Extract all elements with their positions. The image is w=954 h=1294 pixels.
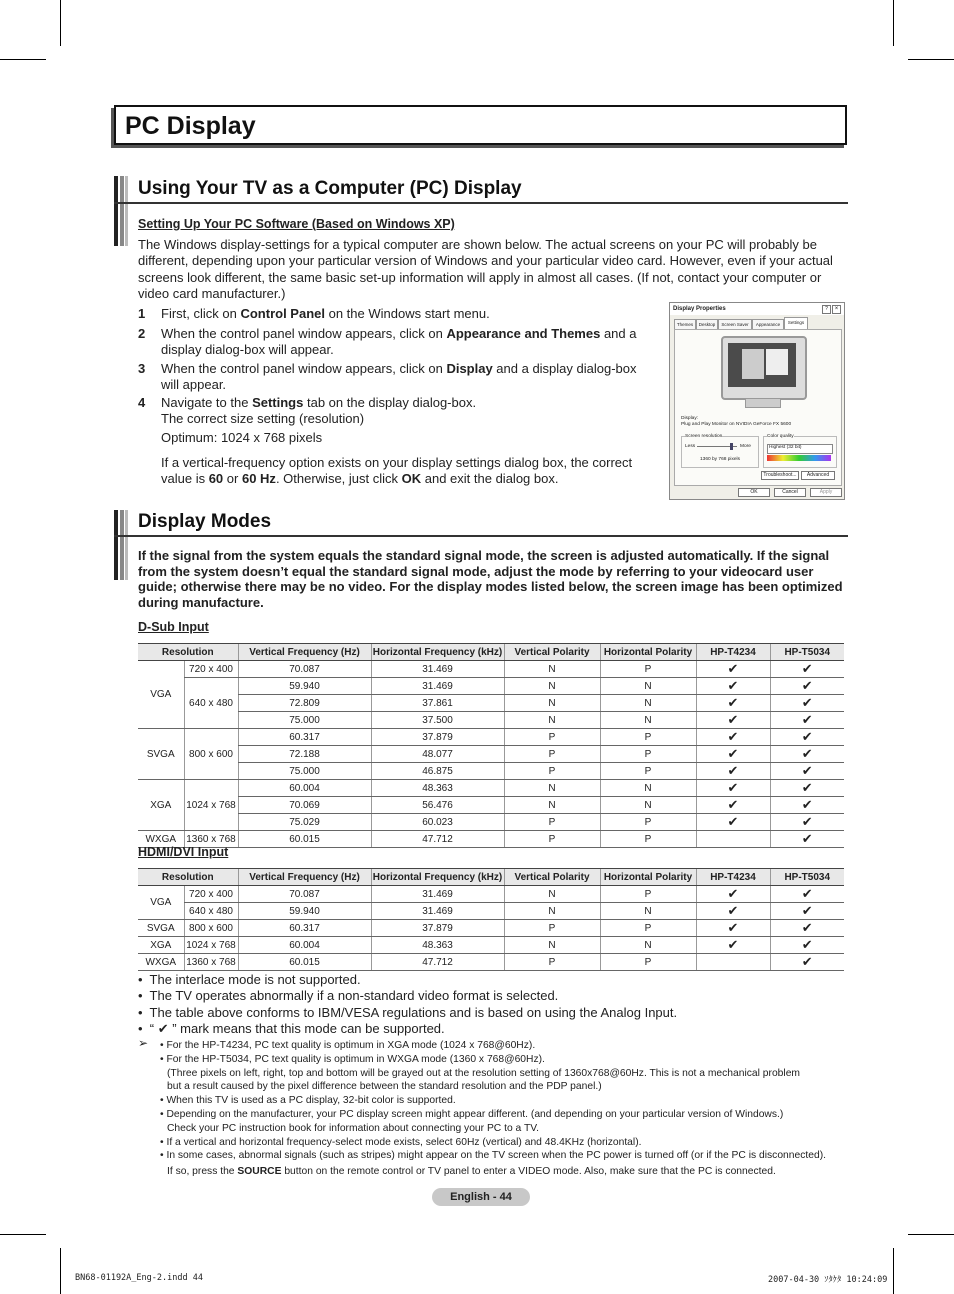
table-row [138, 954, 844, 971]
col-hp-t5034: HP-T5034 [770, 869, 844, 886]
col-vertical-polarity: Vertical Polarity [504, 644, 600, 661]
step-number: 1 [138, 306, 146, 321]
section-bar [114, 176, 128, 246]
hp-t4234-support-cell [696, 763, 770, 780]
page-title: PC Display [125, 112, 256, 140]
vertical-polarity-cell: P [504, 729, 600, 746]
vertical-frequency-cell: 70.069 [238, 797, 371, 814]
step-number: 3 [138, 361, 146, 376]
col-resolution: Resolution [138, 644, 238, 661]
more-label: More [740, 444, 751, 449]
hp-t4234-support-cell [696, 903, 770, 920]
crop-mark [908, 59, 954, 60]
vertical-frequency-cell: 60.015 [238, 954, 371, 971]
horizontal-polarity-cell: P [600, 954, 696, 971]
col-horizontal-polarity: Horizontal Polarity [600, 644, 696, 661]
close-icon: × [832, 305, 841, 314]
note-line: (Three pixels on left, right, top and bottom will be grayed out at the resolution setting of 1360x768@60Hz. This is not a mechanical problem [167, 1067, 801, 1079]
table-row [138, 661, 844, 678]
monitor-icon [721, 336, 807, 400]
color-group [763, 436, 837, 468]
tab-appearance: Appearance [752, 319, 784, 330]
horizontal-polarity-cell: N [600, 712, 696, 729]
horizontal-frequency-cell: 48.077 [371, 746, 504, 763]
step-4: Navigate to the Settings tab on the display dialog-box. The correct size setting (resolution) [161, 395, 477, 427]
checkmark-icon: ✔ [727, 903, 739, 918]
mode-name-cell: VGA [138, 886, 184, 920]
table-header-row [138, 869, 844, 886]
checkmark-icon: ✔ [801, 678, 813, 693]
hp-t4234-support-cell [696, 937, 770, 954]
page-title-box [114, 105, 847, 145]
hp-t4234-support-cell [696, 954, 770, 971]
vertical-frequency-cell: 72.809 [238, 695, 371, 712]
note-line: Check your PC instruction book for information about connecting your PC to a TV. [167, 1122, 540, 1134]
table-row [138, 746, 844, 763]
hdmi-input-label: HDMI/DVI Input [138, 845, 229, 859]
crop-mark [60, 1248, 61, 1294]
checkmark-icon: ✔ [801, 661, 813, 676]
horizontal-polarity-cell: P [600, 814, 696, 831]
checkmark-icon: ✔ [727, 712, 739, 727]
vertical-polarity-cell: P [504, 954, 600, 971]
hp-t5034-support-cell [770, 729, 844, 746]
hp-t5034-support-cell [770, 954, 844, 971]
tab-settings: Settings [784, 317, 808, 330]
horizontal-frequency-cell: 31.469 [371, 886, 504, 903]
checkmark-icon: ✔ [727, 763, 739, 778]
horizontal-polarity-cell: N [600, 678, 696, 695]
checkmark-icon: ✔ [801, 920, 813, 935]
hp-t5034-support-cell [770, 814, 844, 831]
col-hp-t4234: HP-T4234 [696, 644, 770, 661]
resolution-label: Screen resolution [685, 434, 723, 439]
optimum-resolution: Optimum: 1024 x 768 pixels [161, 430, 323, 445]
table-row [138, 814, 844, 831]
col-hp-t4234: HP-T4234 [696, 869, 770, 886]
display-properties-dialog [669, 302, 845, 500]
crop-mark [908, 1234, 954, 1235]
hp-t5034-support-cell [770, 678, 844, 695]
horizontal-polarity-cell: N [600, 937, 696, 954]
bullet-item: • The interlace mode is not supported. [138, 972, 361, 987]
hp-t5034-support-cell [770, 886, 844, 903]
hp-t5034-support-cell [770, 920, 844, 937]
vertical-polarity-cell: N [504, 886, 600, 903]
note-line: • In some cases, abnormal signals (such as stripes) might appear on the TV screen when the PC power is turned off (or if the PC is disconnected). [160, 1150, 826, 1162]
table-row [138, 797, 844, 814]
vertical-frequency-cell: 60.317 [238, 729, 371, 746]
hp-t5034-support-cell [770, 797, 844, 814]
horizontal-frequency-cell: 48.363 [371, 780, 504, 797]
vertical-polarity-cell: P [504, 746, 600, 763]
vertical-polarity-cell: N [504, 678, 600, 695]
vertical-polarity-cell: P [504, 814, 600, 831]
table-row [138, 903, 844, 920]
note-line: • For the HP-T5034, PC text quality is optimum in WXGA mode (1360 x 768@60Hz). [160, 1053, 545, 1065]
checkmark-icon: ✔ [801, 695, 813, 710]
table-row [138, 678, 844, 695]
horizontal-frequency-cell: 47.712 [371, 954, 504, 971]
bullet-item: • The table above conforms to IBM/VESA regulations and is based on using the Analog Input. [138, 1004, 678, 1020]
resolution-cell: 720 x 400 [184, 886, 238, 903]
hp-t4234-support-cell [696, 920, 770, 937]
vertical-polarity-cell: N [504, 937, 600, 954]
col-horizontal-polarity: Horizontal Polarity [600, 869, 696, 886]
display-modes-intro: If the signal from the system equals the standard signal mode, the screen is adjusted automatically. If the signal from the system doesn’t equal the standard signal mode, adjust the mode by referring to your videocard user guide; otherwise there may be no video. For the display modes listed below, the screen image has been optimized during manufacture. [138, 548, 843, 610]
resolution-cell: 800 x 600 [184, 920, 238, 937]
col-horizontal-frequency: Horizontal Frequency (kHz) [371, 869, 504, 886]
vertical-frequency-cell: 60.004 [238, 780, 371, 797]
horizontal-polarity-cell: N [600, 903, 696, 920]
horizontal-polarity-cell: P [600, 661, 696, 678]
slug-right: 2007-04-30 ｿﾀｹﾀ 10:24:09 [768, 1275, 888, 1285]
advanced-button: Advanced [801, 471, 835, 480]
apply-button: Apply [810, 488, 842, 497]
checkmark-icon: ✔ [801, 763, 813, 778]
tab-themes: Themes [674, 319, 696, 330]
vertical-frequency-cell: 70.087 [238, 661, 371, 678]
subheading-winxp: Setting Up Your PC Software (Based on Windows XP) [138, 217, 455, 231]
mode-name-cell: XGA [138, 780, 184, 831]
vertical-frequency-cell: 72.188 [238, 746, 371, 763]
hp-t4234-support-cell [696, 678, 770, 695]
horizontal-polarity-cell: N [600, 780, 696, 797]
horizontal-polarity-cell: P [600, 920, 696, 937]
hp-t5034-support-cell [770, 937, 844, 954]
resolution-cell: 1024 x 768 [184, 780, 238, 831]
less-label: Less [685, 444, 696, 449]
intro-paragraph: The Windows display-settings for a typical computer are shown below. The actual screens on your PC will probably be different, depending upon your particular version of Windows and your particular video card. However, even if your actual screens look different, the same basic set-up information will apply in almost all cases. (If not, contact your computer or video card manufacturer.) [138, 237, 833, 301]
vertical-frequency-cell: 60.004 [238, 937, 371, 954]
horizontal-frequency-cell: 37.500 [371, 712, 504, 729]
dsub-modes-table [138, 643, 844, 848]
vertical-frequency-cell: 59.940 [238, 903, 371, 920]
checkmark-icon: ✔ [801, 831, 813, 846]
checkmark-icon: ✔ [727, 729, 739, 744]
horizontal-frequency-cell: 56.476 [371, 797, 504, 814]
vertical-polarity-cell: N [504, 797, 600, 814]
table-row [138, 937, 844, 954]
checkmark-icon: ✔ [727, 661, 739, 676]
checkmark-icon: ✔ [801, 712, 813, 727]
table-row [138, 780, 844, 797]
table-row [138, 712, 844, 729]
vertical-polarity-cell: N [504, 780, 600, 797]
display-value: Plug and Play Monitor on NVIDIA GeForce FX 5600 [681, 422, 792, 427]
horizontal-frequency-cell: 46.875 [371, 763, 504, 780]
horizontal-polarity-cell: P [600, 763, 696, 780]
horizontal-frequency-cell: 60.023 [371, 814, 504, 831]
bullet-notes [138, 972, 677, 1037]
step-1: First, click on Control Panel on the Windows start menu. [161, 306, 490, 321]
section-title-pc: Using Your TV as a Computer (PC) Display [138, 178, 522, 199]
horizontal-frequency-cell: 31.469 [371, 678, 504, 695]
section-rule [114, 535, 848, 537]
horizontal-polarity-cell: P [600, 831, 696, 848]
tab-screen-saver: Screen Saver [718, 319, 752, 330]
hp-t4234-support-cell [696, 729, 770, 746]
horizontal-polarity-cell: N [600, 797, 696, 814]
hp-t4234-support-cell [696, 746, 770, 763]
dsub-input-label: D-Sub Input [138, 620, 209, 634]
hdmi-modes-table [138, 868, 844, 971]
vertical-polarity-cell: N [504, 695, 600, 712]
display-label: Display: [681, 416, 699, 421]
horizontal-frequency-cell: 31.469 [371, 903, 504, 920]
hp-t4234-support-cell [696, 797, 770, 814]
note-line: • For the HP-T4234, PC text quality is optimum in XGA mode (1024 x 768@60Hz). [160, 1040, 536, 1051]
horizontal-frequency-cell: 37.879 [371, 729, 504, 746]
hp-t4234-support-cell [696, 712, 770, 729]
horizontal-frequency-cell: 47.712 [371, 831, 504, 848]
horizontal-frequency-cell: 37.879 [371, 920, 504, 937]
crop-mark [893, 0, 894, 46]
table-row [138, 763, 844, 780]
cancel-button: Cancel [774, 488, 806, 497]
table-row [138, 920, 844, 937]
horizontal-polarity-cell: P [600, 746, 696, 763]
mode-name-cell: WXGA [138, 954, 184, 971]
checkmark-icon: ✔ [801, 814, 813, 829]
vertical-frequency-cell: 70.087 [238, 886, 371, 903]
note-line: • If a vertical and horizontal frequency-select mode exists, select 60Hz (vertical) and 48.4KHz (horizontal). [160, 1136, 642, 1148]
frequency-note: If a vertical-frequency option exists on your display settings dialog box, the correct value is 60 or 60 Hz. Otherwise, just click OK and exit the dialog box. [161, 455, 633, 487]
checkmark-icon: ✔ [727, 937, 739, 952]
step-2: When the control panel window appears, click on Appearance and Themes and a display dialog-box will appear. [161, 326, 637, 358]
crop-mark [0, 1234, 46, 1235]
checkmark-icon: ✔ [727, 746, 739, 761]
hp-t5034-support-cell [770, 712, 844, 729]
checkmark-icon: ✔ [801, 903, 813, 918]
hp-t4234-support-cell [696, 814, 770, 831]
section-rule [114, 202, 848, 204]
vertical-polarity-cell: N [504, 712, 600, 729]
note-line: • Depending on the manufacturer, your PC display screen might appear different. (and depending on your particular version of Windows.) [160, 1108, 784, 1120]
horizontal-polarity-cell: P [600, 729, 696, 746]
bullet-item: • The TV operates abnormally if a non-standard video format is selected. [138, 988, 559, 1004]
checkmark-icon: ✔ [801, 746, 813, 761]
vertical-frequency-cell: 59.940 [238, 678, 371, 695]
troubleshoot-button: Troubleshoot... [761, 471, 799, 480]
checkmark-icon: ✔ [727, 886, 739, 901]
hp-t5034-support-cell [770, 763, 844, 780]
hp-t4234-support-cell [696, 831, 770, 848]
section-title-display-modes: Display Modes [138, 511, 272, 532]
bullet-item: • “ ✔ ” mark means that this mode can be supported. [138, 1020, 445, 1036]
crop-mark [0, 59, 46, 60]
col-vertical-polarity: Vertical Polarity [504, 869, 600, 886]
checkmark-icon: ✔ [801, 729, 813, 744]
hp-t4234-support-cell [696, 695, 770, 712]
vertical-frequency-cell: 75.029 [238, 814, 371, 831]
mode-name-cell: WXGA [138, 831, 184, 848]
vertical-polarity-cell: P [504, 763, 600, 780]
vertical-polarity-cell: N [504, 661, 600, 678]
color-value: Highest (32 bit) [769, 445, 802, 450]
hp-t5034-support-cell [770, 746, 844, 763]
table-header-row [138, 644, 844, 661]
resolution-cell: 1360 x 768 [184, 954, 238, 971]
table-row [138, 695, 844, 712]
hp-t5034-support-cell [770, 903, 844, 920]
section-bar [114, 510, 128, 580]
resolution-cell: 640 x 480 [184, 903, 238, 920]
mode-name-cell: VGA [138, 661, 184, 729]
crop-mark [893, 1248, 894, 1294]
checkmark-icon: ✔ [727, 780, 739, 795]
checkmark-icon: ✔ [727, 678, 739, 693]
mode-name-cell: SVGA [138, 729, 184, 780]
resolution-cell: 640 x 480 [184, 678, 238, 729]
resolution-cell: 720 x 400 [184, 661, 238, 678]
hp-t5034-support-cell [770, 780, 844, 797]
checkmark-icon: ✔ [727, 920, 739, 935]
hp-t5034-support-cell [770, 661, 844, 678]
vertical-polarity-cell: N [504, 903, 600, 920]
note-line: If so, press the SOURCE button on the remote control or TV panel to enter a VIDEO mode. Also, make sure that the PC is connected. [167, 1166, 776, 1178]
checkmark-icon: ✔ [727, 814, 739, 829]
horizontal-frequency-cell: 31.469 [371, 661, 504, 678]
vertical-polarity-cell: P [504, 831, 600, 848]
col-hp-t5034: HP-T5034 [770, 644, 844, 661]
resolution-cell: 1024 x 768 [184, 937, 238, 954]
hp-t5034-support-cell [770, 695, 844, 712]
mode-name-cell: SVGA [138, 920, 184, 937]
horizontal-polarity-cell: P [600, 886, 696, 903]
help-icon: ? [822, 305, 831, 314]
dialog-title: Display Properties [670, 303, 844, 315]
checkmark-icon: ✔ [727, 695, 739, 710]
col-vertical-frequency: Vertical Frequency (Hz) [238, 644, 371, 661]
checkmark-icon: ✔ [801, 954, 813, 969]
tab-desktop: Desktop [696, 319, 718, 330]
vertical-frequency-cell: 75.000 [238, 712, 371, 729]
col-resolution: Resolution [138, 869, 238, 886]
hp-t5034-support-cell [770, 831, 844, 848]
checkmark-icon: ✔ [801, 797, 813, 812]
vertical-frequency-cell: 60.317 [238, 920, 371, 937]
checkmark-icon: ✔ [801, 937, 813, 952]
ok-button: OK [738, 488, 770, 497]
vertical-polarity-cell: P [504, 920, 600, 937]
resolution-cell: 1360 x 768 [184, 831, 238, 848]
resolution-cell: 800 x 600 [184, 729, 238, 780]
hp-t4234-support-cell [696, 780, 770, 797]
resolution-group [681, 436, 759, 468]
vertical-frequency-cell: 60.015 [238, 831, 371, 848]
col-vertical-frequency: Vertical Frequency (Hz) [238, 869, 371, 886]
horizontal-frequency-cell: 37.861 [371, 695, 504, 712]
step-number: 2 [138, 326, 146, 341]
col-horizontal-frequency: Horizontal Frequency (kHz) [371, 644, 504, 661]
slug-left: BN68-01192A_Eng-2.indd 44 [75, 1273, 203, 1283]
checkmark-icon: ✔ [801, 780, 813, 795]
step-3: When the control panel window appears, click on Display and a display dialog-box will appear. [161, 361, 637, 393]
table-row [138, 831, 844, 848]
small-notes [160, 1039, 850, 1179]
crop-mark [60, 0, 61, 46]
hp-t4234-support-cell [696, 661, 770, 678]
note-arrow-icon: ➢ [138, 1036, 149, 1050]
vertical-frequency-cell: 75.000 [238, 763, 371, 780]
table-row [138, 886, 844, 903]
mode-name-cell: XGA [138, 937, 184, 954]
color-label: Color quality [767, 434, 794, 439]
hp-t4234-support-cell [696, 886, 770, 903]
note-line: but a result caused by the pixel difference between the standard resolution and the PDP panel.) [167, 1081, 602, 1093]
step-number: 4 [138, 395, 146, 410]
resolution-value: 1360 by 768 pixels [700, 457, 741, 462]
checkmark-icon: ✔ [727, 797, 739, 812]
dialog-panel [674, 329, 842, 486]
checkmark-icon: ✔ [801, 886, 813, 901]
page-number: English - 44 [432, 1188, 530, 1206]
horizontal-frequency-cell: 48.363 [371, 937, 504, 954]
table-row [138, 729, 844, 746]
note-line: • When this TV is used as a PC display, 32-bit color is supported. [160, 1095, 456, 1107]
horizontal-polarity-cell: N [600, 695, 696, 712]
